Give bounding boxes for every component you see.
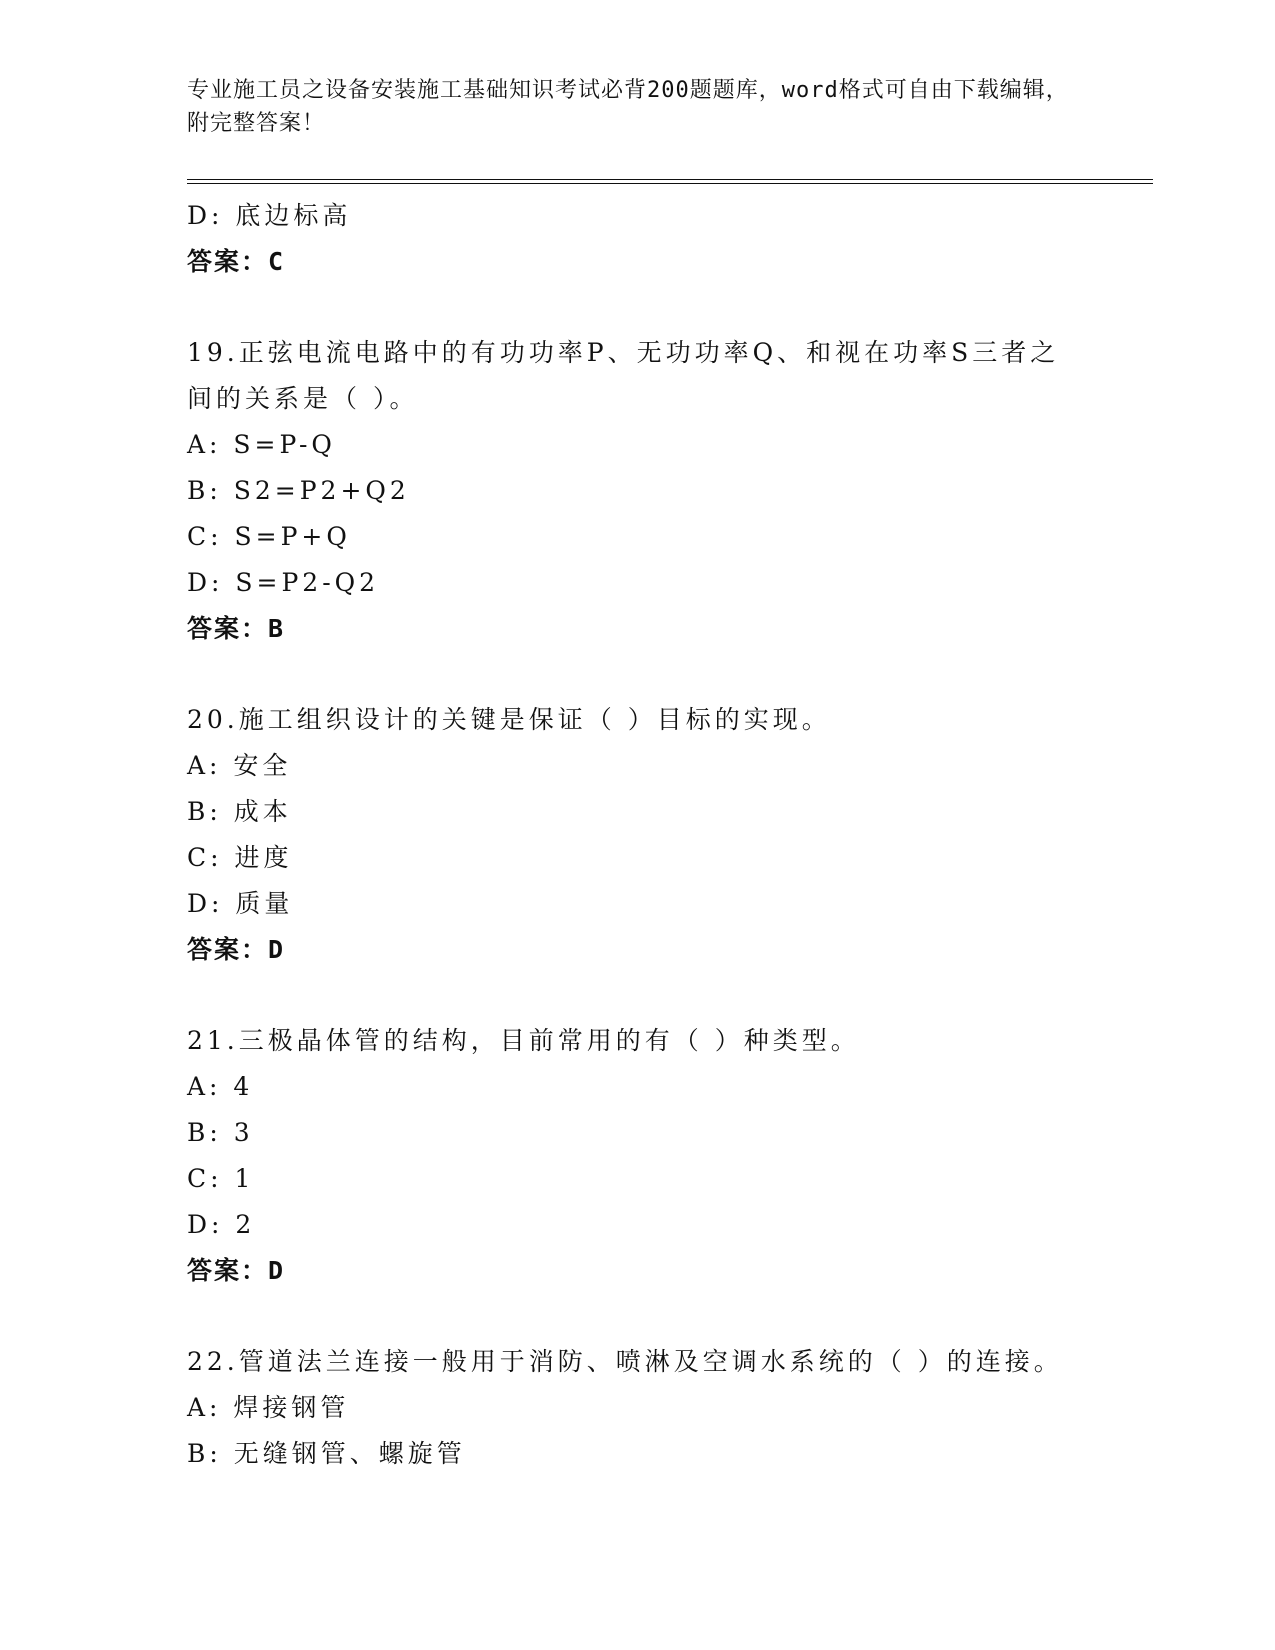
header-divider-bottom bbox=[187, 183, 1153, 184]
option-a: A: S=P-Q bbox=[187, 430, 336, 459]
option-a: A: 4 bbox=[187, 1072, 254, 1101]
question-21 bbox=[187, 1018, 1087, 1294]
answer: 答案：B bbox=[187, 614, 286, 643]
option-b: B: 3 bbox=[187, 1118, 254, 1147]
option-c: C: S=P+Q bbox=[187, 522, 351, 551]
option-a: A: 安全 bbox=[187, 751, 292, 780]
answer: 答案：D bbox=[187, 935, 286, 964]
question-text: 20.施工组织设计的关键是保证（ ）目标的实现。 bbox=[187, 705, 831, 734]
page-header: 专业施工员之设备安装施工基础知识考试必背200题题库，word格式可自由下载编辑，附完整答案！ bbox=[187, 78, 1069, 136]
answer: 答案：D bbox=[187, 1256, 286, 1285]
question-text: 19.正弦电流电路中的有功功率P、无功功率Q、和视在功率S三者之间的关系是（ ）。 bbox=[187, 338, 1060, 413]
option-b: B: 成本 bbox=[187, 797, 292, 826]
question-20 bbox=[187, 697, 1087, 973]
question-22 bbox=[187, 1339, 1087, 1477]
answer: 答案：C bbox=[187, 247, 286, 276]
option-c: C: 进度 bbox=[187, 843, 293, 872]
question-text: 21.三极晶体管的结构，目前常用的有（ ）种类型。 bbox=[187, 1026, 860, 1055]
document-body bbox=[187, 193, 1087, 1477]
option-b: B: 无缝钢管、螺旋管 bbox=[187, 1439, 466, 1468]
option-b: B: S2=P2+Q2 bbox=[187, 476, 410, 505]
option-d: D: 质量 bbox=[187, 889, 294, 918]
question-text: 22.管道法兰连接一般用于消防、喷淋及空调水系统的（ ）的连接。 bbox=[187, 1347, 1063, 1376]
header-divider-top bbox=[187, 179, 1153, 180]
option-d: D: 2 bbox=[187, 1210, 256, 1239]
option-a: A: 焊接钢管 bbox=[187, 1393, 350, 1422]
option-d: D: S=P2-Q2 bbox=[187, 568, 380, 597]
option-c: C: 1 bbox=[187, 1164, 255, 1193]
option-d: D: 底边标高 bbox=[187, 201, 352, 230]
question-19 bbox=[187, 330, 1087, 652]
